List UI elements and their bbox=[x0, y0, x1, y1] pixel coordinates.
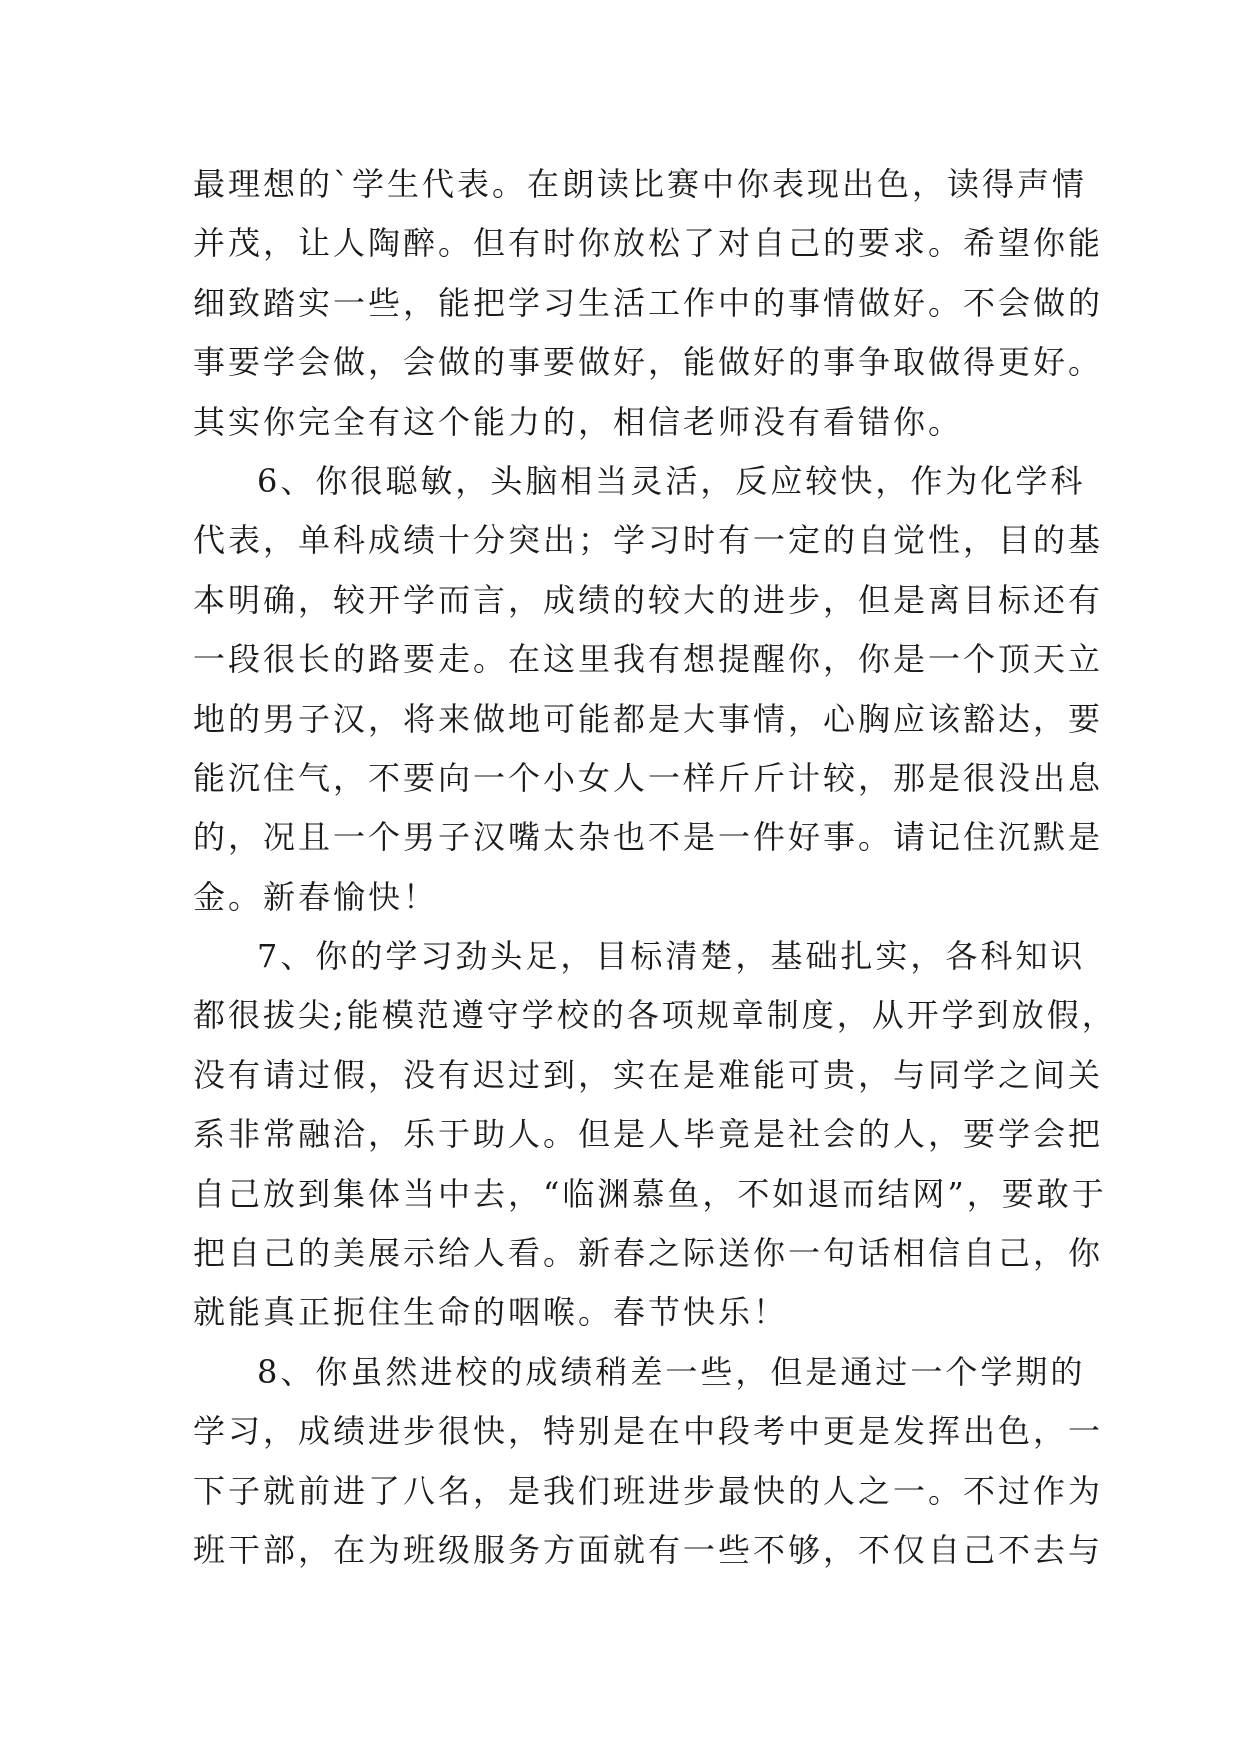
text-line: 并茂，让人陶醉。但有时你放松了对自己的要求。希望你能 bbox=[193, 224, 1104, 263]
text-line: 没有请过假，没有迟过到，实在是难能可贵，与同学之间关 bbox=[193, 1055, 1104, 1094]
text-line: 的，况且一个男子汉嘴太杂也不是一件好事。请记住沉默是 bbox=[193, 818, 1104, 857]
text-line: 就能真正扼住生命的咽喉。春节快乐！ bbox=[193, 1293, 789, 1332]
text-line: 一段很长的路要走。在这里我有想提醒你，你是一个顶天立 bbox=[193, 640, 1104, 679]
text-line: 金。新春愉快！ bbox=[193, 877, 439, 916]
text-line: 6、你很聪敏，头脑相当灵活，反应较快，作为化学科 bbox=[257, 461, 1086, 500]
text-line: 系非常融洽，乐于助人。但是人毕竟是社会的人，要学会把 bbox=[193, 1115, 1104, 1154]
text-line: 都很拔尖;能模范遵守学校的各项规章制度，从开学到放假， bbox=[193, 996, 1117, 1035]
document-body bbox=[193, 155, 1117, 1580]
text-line: 最理想的`学生代表。在朗读比赛中你表现出色，读得声情 bbox=[193, 165, 1088, 203]
text-line: 下子就前进了八名，是我们班进步最快的人之一。不过作为 bbox=[193, 1471, 1104, 1510]
text-line: 学习，成绩进步很快，特别是在中段考中更是发挥出色，一 bbox=[193, 1412, 1104, 1451]
text-line: 班干部，在为班级服务方面就有一些不够，不仅自己不去与 bbox=[193, 1530, 1104, 1569]
text-line: 自己放到集体当中去，“临渊慕鱼，不如退而结网”，要敢于 bbox=[193, 1174, 1107, 1213]
text-line: 7、你的学习劲头足，目标清楚，基础扎实，各科知识 bbox=[257, 937, 1086, 976]
text-line: 代表，单科成绩十分突出；学习时有一定的自觉性，目的基 bbox=[193, 521, 1104, 560]
text-line: 细致踏实一些，能把学习生活工作中的事情做好。不会做的 bbox=[193, 283, 1104, 322]
text-line: 能沉住气，不要向一个小女人一样斤斤计较，那是很没出息 bbox=[193, 758, 1104, 797]
text-line: 其实你完全有这个能力的，相信老师没有看错你。 bbox=[193, 402, 964, 441]
text-line: 事要学会做，会做的事要做好，能做好的事争取做得更好。 bbox=[193, 343, 1104, 382]
text-line: 把自己的美展示给人看。新春之际送你一句话相信自己，你 bbox=[193, 1234, 1104, 1273]
text-line: 地的男子汉，将来做地可能都是大事情，心胸应该豁达，要 bbox=[193, 699, 1104, 738]
text-line: 本明确，较开学而言，成绩的较大的进步，但是离目标还有 bbox=[193, 580, 1104, 619]
text-line: 8、你虽然进校的成绩稍差一些，但是通过一个学期的 bbox=[257, 1352, 1086, 1391]
